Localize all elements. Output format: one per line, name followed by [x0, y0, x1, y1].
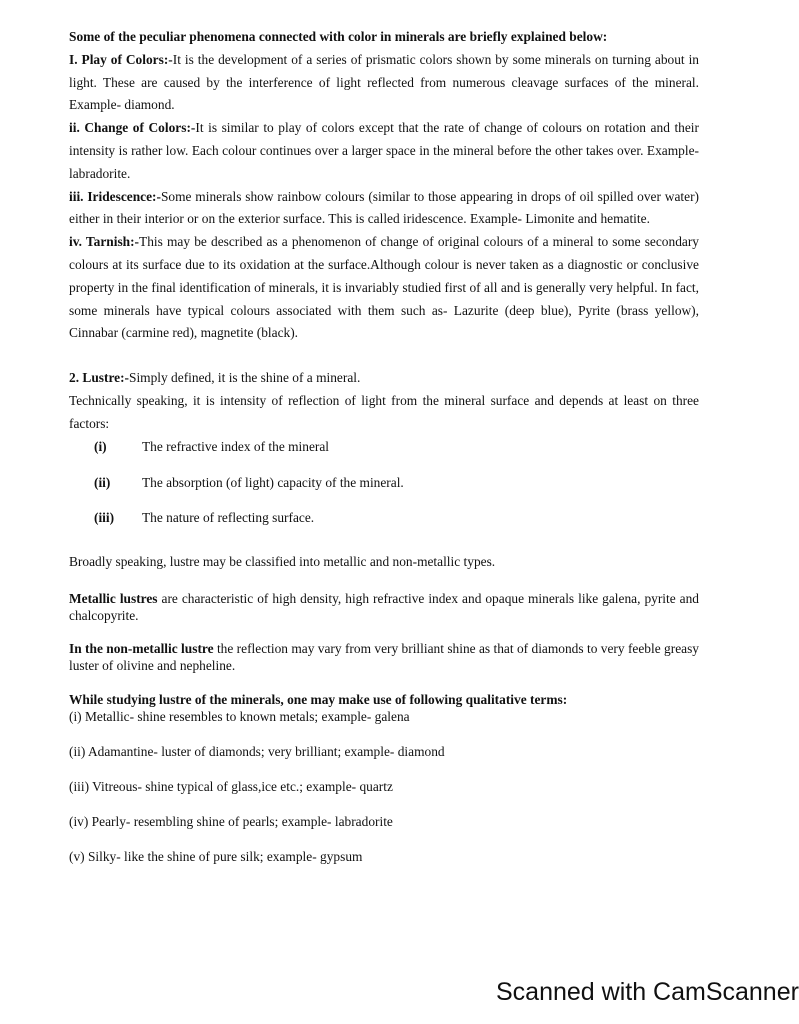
list-item-number: (iii) [94, 510, 115, 526]
list-item: (iv) Pearly- resembling shine of pearls; example- labradorite [69, 813, 393, 829]
tarnish-text: This may be described as a phenomenon of change of original colours of a mineral to some secondary colours at its surface due to its oxidation at the surface.Although colour is never taken as a diagnostic or conclusive property in the final identification of minerals, it is invariably studied first of all and is generally very helpful. In fact, some minerals have typical colours associated with them such as- Lazurite (deep blue), Pyrite (brass yellow), Cinnabar (carmine red), magnetite (black). [69, 234, 699, 341]
tarnish-label: iv. Tarnish:- [69, 234, 140, 250]
change-of-colors-label: ii. Change of Colors:- [69, 120, 196, 136]
list-item: (v) Silky- like the shine of pure silk; example- gypsum [69, 848, 363, 864]
list-item [94, 436, 699, 459]
lustre-terms-heading [69, 691, 699, 708]
non-metallic-lustre-text: the reflection may vary from very brilliant shine as that of diamonds to very feeble greasy luster of olivine and nepheline. [69, 640, 699, 673]
list-item-text: The nature of reflecting surface. [142, 510, 315, 526]
lustre-classification-paragraph: Broadly speaking, lustre may be classified into metallic and non-metallic types. [69, 553, 496, 569]
non-metallic-lustre-label: In the non-metallic lustre [69, 640, 214, 656]
play-of-colors-paragraph [69, 49, 699, 117]
iridescence-paragraph [69, 186, 699, 232]
metallic-lustre-paragraph [69, 590, 699, 624]
intro-paragraph [69, 26, 699, 49]
iridescence-label: iii. Iridescence:- [69, 188, 161, 204]
list-item [94, 507, 699, 530]
lustre-factors-list [69, 436, 699, 530]
lustre-definition-text: Simply defined, it is the shine of a mineral. [129, 370, 361, 386]
iridescence-text: Some minerals show rainbow colours (similar to those appearing in drops of oil spilled over water) either in their interior or on the exterior surface. This is called iridescence. Example- Limonite and hematite. [69, 188, 699, 227]
list-item: (i) Metallic- shine resembles to known metals; example- galena [69, 708, 410, 724]
lustre-technical-paragraph: Technically speaking, it is intensity of reflection of light from the mineral surface and depends at least on three factors: [69, 392, 699, 431]
lustre-definition [69, 367, 699, 390]
non-metallic-lustre-paragraph [69, 640, 699, 674]
lustre-terms-heading-text: While studying lustre of the minerals, one may make use of following qualitative terms: [69, 691, 568, 707]
list-item-number: (i) [94, 438, 107, 454]
lustre-terms-section [69, 691, 699, 865]
intro-text: Some of the peculiar phenomena connected with color in minerals are briefly explained below: [69, 29, 608, 44]
tarnish-paragraph [69, 231, 699, 345]
document-page [69, 26, 699, 865]
list-item [94, 472, 699, 495]
list-item-text: The refractive index of the mineral [142, 438, 330, 454]
list-item: (ii) Adamantine- luster of diamonds; very brilliant; example- diamond [69, 743, 445, 759]
change-of-colors-text: It is similar to play of colors except that the rate of change of colours on rotation and their intensity is rather low. Each colour continues over a larger space in the mineral before the other takes over. Example- labradorite. [69, 120, 699, 181]
play-of-colors-text: It is the development of a series of prismatic colors shown by some minerals on turning about in light. These are caused by the interference of light reflected from numerous cleavage surfaces of the mineral. Example- diamond. [69, 51, 699, 113]
list-item-text: The absorption (of light) capacity of the mineral. [142, 475, 404, 491]
lustre-label: 2. Lustre:- [69, 370, 130, 386]
scanner-watermark: Scanned with CamScanner [496, 978, 799, 1006]
metallic-lustre-label: Metallic lustres [69, 590, 158, 606]
play-of-colors-label: I. Play of Colors:- [69, 51, 173, 67]
metallic-lustre-text: are characteristic of high density, high refractive index and opaque minerals like galena, pyrite and chalcopyrite. [69, 590, 699, 623]
list-item: (iii) Vitreous- shine typical of glass,ice etc.; example- quartz [69, 778, 393, 794]
change-of-colors-paragraph [69, 117, 699, 185]
list-item-number: (ii) [94, 475, 111, 491]
